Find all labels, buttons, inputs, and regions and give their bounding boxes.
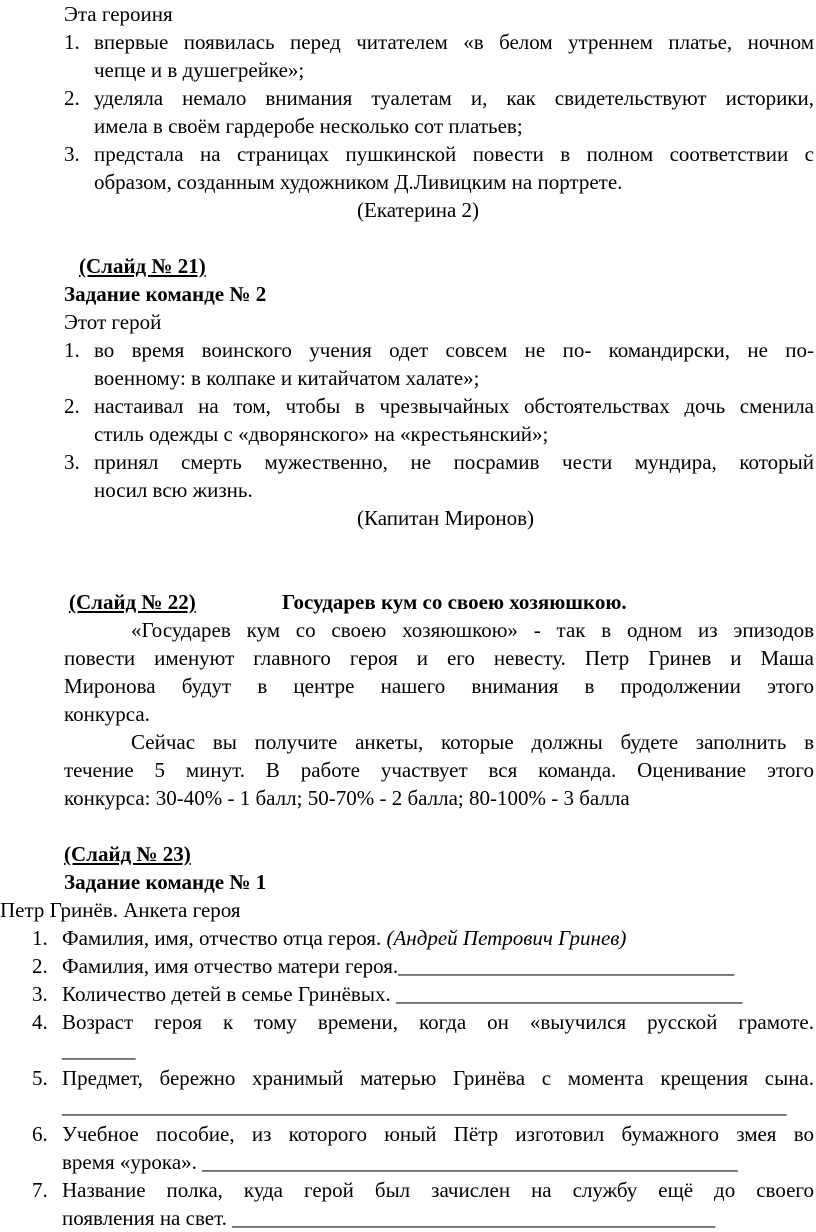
list-item-continuation: носил всю жизнь. <box>94 478 253 502</box>
list-number: 3. <box>64 142 80 166</box>
list-number: 3. <box>64 450 80 474</box>
paragraph-line: течение 5 минут. В работе участвует вся команда. Оценивание этого <box>64 758 814 782</box>
list-number: 1. <box>32 926 48 950</box>
answer-blank: _____________________________________________________________________ <box>62 1094 787 1118</box>
list-item-continuation: чепце и в душегрейке»; <box>94 58 305 82</box>
section-heading: Государев кум со своею хозяюшкою. <box>282 590 627 614</box>
task-heading: Задание команде № 2 <box>64 282 267 306</box>
list-item-continuation: стиль одежды с «дворянского» на «крестьянский»; <box>94 422 549 446</box>
list-number: 6. <box>32 1122 48 1146</box>
paragraph-line: конкурса: 30-40% - 1 балл; 50-70% - 2 балла; 80-100% - 3 балла <box>64 786 630 810</box>
list-item: во время воинского учения одет совсем не по- командирски, не по- <box>94 338 814 362</box>
question-item: Количество детей в семье Гринёвых. _________________________________ <box>62 982 743 1006</box>
list-number: 2. <box>64 394 80 418</box>
question-answer: (Андрей Петрович Гринев) <box>386 926 627 950</box>
answer-text: (Екатерина 2) <box>357 198 480 222</box>
paragraph-line: Миронова будут в центре нашего внимания в продолжении этого <box>64 674 814 698</box>
slide-label: (Слайд № 23) <box>64 842 191 866</box>
questionnaire-title: Петр Гринёв. Анкета героя <box>0 898 241 922</box>
answer-blank: _______ <box>62 1038 136 1062</box>
list-number: 5. <box>32 1066 48 1090</box>
slide-label: (Слайд № 21) <box>79 254 206 278</box>
list-item: принял смерть мужественно, не посрамив чести мундира, который <box>94 450 814 474</box>
paragraph-line: «Государев кум со своею хозяюшкою» - так в одном из эпизодов <box>131 618 814 642</box>
question-item: Учебное пособие, из которого юный Пётр изготовил бумажного змея во <box>62 1122 814 1146</box>
paragraph-line: конкурса. <box>64 702 150 726</box>
list-number: 2. <box>64 86 80 110</box>
task-heading: Задание команде № 1 <box>64 870 267 894</box>
question-item-continuation: появления на свет. ______________________________________________ <box>62 1206 716 1230</box>
intro-text: Эта героиня <box>64 2 173 26</box>
list-item: уделяла немало внимания туалетам и, как свидетельствуют историки, <box>94 86 814 110</box>
question-text: Фамилия, имя, отчество отца героя. <box>62 926 387 950</box>
paragraph-line: повести именуют главного героя и его невесту. Петр Гринев и Маша <box>64 646 814 670</box>
list-number: 2. <box>32 954 48 978</box>
question-item: Фамилия, имя отчество матери героя.________________________________ <box>62 954 735 978</box>
paragraph-line: Сейчас вы получите анкеты, которые должны будете заполнить в <box>131 730 814 754</box>
list-item: настаивал на том, чтобы в чрезвычайных обстоятельствах дочь сменила <box>94 394 814 418</box>
list-number: 4. <box>32 1010 48 1034</box>
list-number: 3. <box>32 982 48 1006</box>
list-number: 1. <box>64 338 80 362</box>
list-number: 1. <box>64 30 80 54</box>
question-item: Предмет, бережно хранимый матерью Гринёва с момента крещения сына. <box>62 1066 814 1090</box>
question-item: Название полка, куда герой был зачислен на службу ещё до своего <box>62 1178 814 1202</box>
answer-text: (Капитан Миронов) <box>357 506 535 530</box>
list-item: впервые появилась перед читателем «в белом утреннем платье, ночном <box>94 30 814 54</box>
list-item: предстала на страницах пушкинской повести в полном соответствии с <box>94 142 814 166</box>
question-item-continuation: время «урока». ___________________________________________________ <box>62 1150 738 1174</box>
list-item-continuation: образом, созданным художником Д.Ливицким на портрете. <box>94 170 623 194</box>
list-item-continuation: имела в своём гардеробе несколько сот платьев; <box>94 114 523 138</box>
list-item-continuation: военному: в колпаке и китайчатом халате»; <box>94 366 480 390</box>
question-item <box>62 924 626 952</box>
slide-label: (Слайд № 22) <box>69 590 196 614</box>
intro-text: Этот герой <box>64 310 162 334</box>
list-number: 7. <box>32 1178 48 1202</box>
question-item: Возраст героя к тому времени, когда он «выучился русской грамоте. <box>62 1010 814 1034</box>
